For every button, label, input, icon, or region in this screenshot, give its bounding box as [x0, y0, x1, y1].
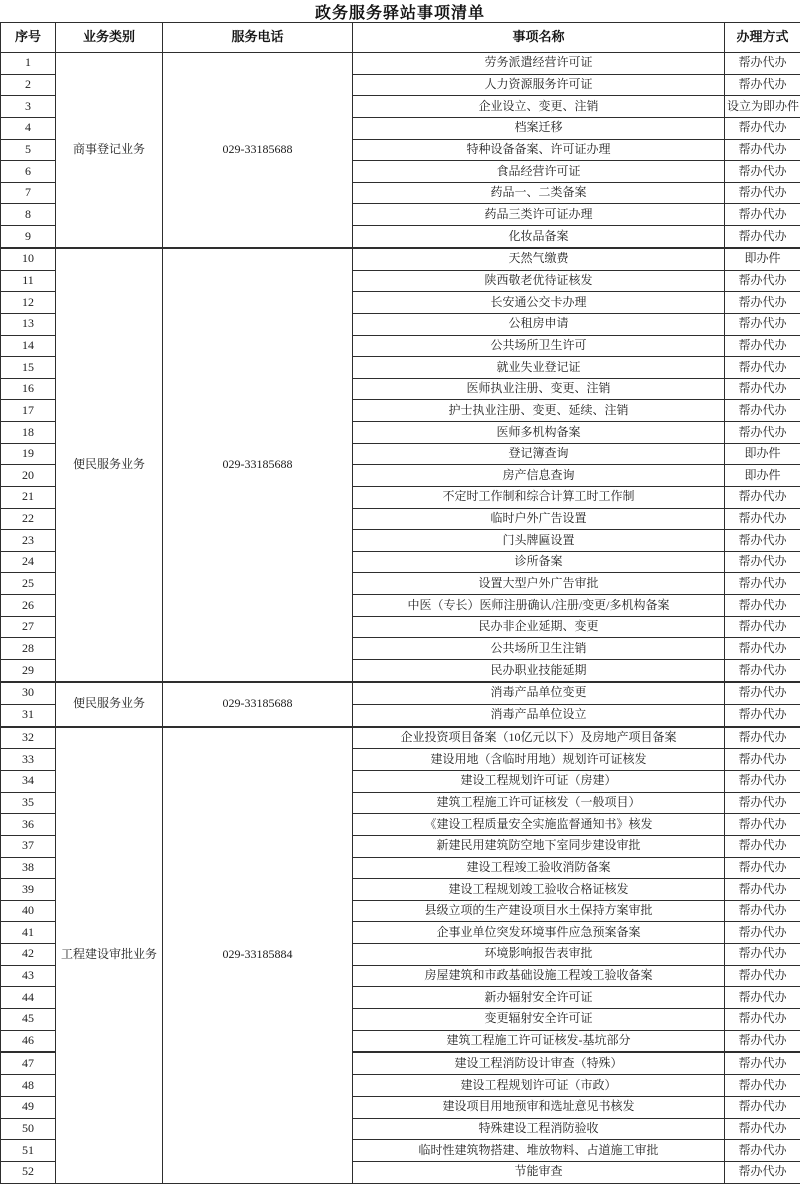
processing-method-cell: 帮办代办	[725, 1052, 800, 1074]
processing-method-cell: 设立为即办件	[725, 96, 800, 118]
header-method: 办理方式	[725, 23, 800, 53]
processing-method-cell: 帮办代办	[725, 226, 800, 248]
item-name-cell: 不定时工作制和综合计算工时工作制	[353, 486, 725, 508]
processing-method-cell: 帮办代办	[725, 1118, 800, 1140]
table-body	[1, 53, 800, 1184]
item-name-cell: 新办辐射安全许可证	[353, 987, 725, 1009]
row-number-cell: 20	[1, 465, 56, 487]
row-number-cell: 30	[1, 682, 56, 704]
row-number-cell: 16	[1, 378, 56, 400]
item-name-cell: 临时性建筑物搭建、堆放物料、占道施工审批	[353, 1140, 725, 1162]
processing-method-cell: 帮办代办	[725, 270, 800, 292]
processing-method-cell: 帮办代办	[725, 682, 800, 704]
item-name-cell: 建设工程竣工验收消防备案	[353, 857, 725, 879]
row-number-cell: 4	[1, 117, 56, 139]
item-name-cell: 档案迁移	[353, 117, 725, 139]
row-number-cell: 28	[1, 638, 56, 660]
row-number-cell: 34	[1, 771, 56, 793]
processing-method-cell: 帮办代办	[725, 857, 800, 879]
row-number-cell: 22	[1, 508, 56, 530]
row-number-cell: 40	[1, 900, 56, 922]
row-number-cell: 9	[1, 226, 56, 248]
table-row	[1, 682, 800, 704]
row-number-cell: 7	[1, 182, 56, 204]
row-number-cell: 51	[1, 1140, 56, 1162]
row-number-cell: 5	[1, 139, 56, 161]
service-phone-cell: 029-33185688	[163, 53, 353, 248]
row-number-cell: 49	[1, 1096, 56, 1118]
processing-method-cell: 帮办代办	[725, 551, 800, 573]
row-number-cell: 38	[1, 857, 56, 879]
row-number-cell: 15	[1, 357, 56, 379]
item-name-cell: 建设工程规划许可证（市政）	[353, 1075, 725, 1097]
processing-method-cell: 帮办代办	[725, 1096, 800, 1118]
row-number-cell: 37	[1, 835, 56, 857]
item-name-cell: 房产信息查询	[353, 465, 725, 487]
processing-method-cell: 帮办代办	[725, 292, 800, 314]
item-name-cell: 设置大型户外广告审批	[353, 573, 725, 595]
processing-method-cell: 帮办代办	[725, 1030, 800, 1052]
business-category-cell: 便民服务业务	[56, 248, 163, 682]
processing-method-cell: 帮办代办	[725, 422, 800, 444]
row-number-cell: 8	[1, 204, 56, 226]
processing-method-cell: 帮办代办	[725, 161, 800, 183]
row-number-cell: 21	[1, 486, 56, 508]
row-number-cell: 14	[1, 335, 56, 357]
row-number-cell: 2	[1, 74, 56, 96]
processing-method-cell: 帮办代办	[725, 922, 800, 944]
row-number-cell: 23	[1, 530, 56, 552]
row-number-cell: 48	[1, 1075, 56, 1097]
item-name-cell: 化妆品备案	[353, 226, 725, 248]
processing-method-cell: 帮办代办	[725, 117, 800, 139]
service-items-table	[0, 22, 800, 1184]
processing-method-cell: 帮办代办	[725, 595, 800, 617]
item-name-cell: 公共场所卫生许可	[353, 335, 725, 357]
item-name-cell: 企业设立、变更、注销	[353, 96, 725, 118]
processing-method-cell: 帮办代办	[725, 486, 800, 508]
row-number-cell: 6	[1, 161, 56, 183]
row-number-cell: 29	[1, 659, 56, 681]
item-name-cell: 中医（专长）医师注册确认/注册/变更/多机构备案	[353, 595, 725, 617]
row-number-cell: 17	[1, 400, 56, 422]
processing-method-cell: 即办件	[725, 248, 800, 270]
processing-method-cell: 帮办代办	[725, 1161, 800, 1183]
item-name-cell: 门头牌匾设置	[353, 530, 725, 552]
processing-method-cell: 帮办代办	[725, 659, 800, 681]
row-number-cell: 12	[1, 292, 56, 314]
item-name-cell: 企业投资项目备案（10亿元以下）及房地产项目备案	[353, 727, 725, 749]
row-number-cell: 31	[1, 704, 56, 726]
item-name-cell: 公共场所卫生注销	[353, 638, 725, 660]
processing-method-cell: 帮办代办	[725, 573, 800, 595]
item-name-cell: 陕西敬老优待证核发	[353, 270, 725, 292]
item-name-cell: 县级立项的生产建设项目水土保持方案审批	[353, 900, 725, 922]
processing-method-cell: 帮办代办	[725, 944, 800, 966]
item-name-cell: 人力资源服务许可证	[353, 74, 725, 96]
header-item: 事项名称	[353, 23, 725, 53]
row-number-cell: 33	[1, 749, 56, 771]
processing-method-cell: 帮办代办	[725, 74, 800, 96]
table-row	[1, 248, 800, 270]
service-phone-cell: 029-33185688	[163, 682, 353, 727]
processing-method-cell: 帮办代办	[725, 1140, 800, 1162]
row-number-cell: 44	[1, 987, 56, 1009]
item-name-cell: 《建设工程质量安全实施监督通知书》核发	[353, 814, 725, 836]
processing-method-cell: 帮办代办	[725, 182, 800, 204]
table-header	[1, 23, 800, 53]
processing-method-cell: 即办件	[725, 465, 800, 487]
row-number-cell: 11	[1, 270, 56, 292]
processing-method-cell: 帮办代办	[725, 704, 800, 726]
processing-method-cell: 帮办代办	[725, 965, 800, 987]
processing-method-cell: 帮办代办	[725, 638, 800, 660]
row-number-cell: 45	[1, 1008, 56, 1030]
row-number-cell: 3	[1, 96, 56, 118]
item-name-cell: 食品经营许可证	[353, 161, 725, 183]
row-number-cell: 10	[1, 248, 56, 270]
item-name-cell: 就业失业登记证	[353, 357, 725, 379]
item-name-cell: 特殊建设工程消防验收	[353, 1118, 725, 1140]
row-number-cell: 36	[1, 814, 56, 836]
item-name-cell: 企事业单位突发环境事件应急预案备案	[353, 922, 725, 944]
item-name-cell: 节能审查	[353, 1161, 725, 1183]
row-number-cell: 1	[1, 53, 56, 75]
processing-method-cell: 帮办代办	[725, 814, 800, 836]
row-number-cell: 19	[1, 443, 56, 465]
item-name-cell: 建设工程规划竣工验收合格证核发	[353, 879, 725, 901]
service-phone-cell: 029-33185884	[163, 727, 353, 1184]
table-row	[1, 727, 800, 749]
processing-method-cell: 帮办代办	[725, 879, 800, 901]
item-name-cell: 新建民用建筑防空地下室同步建设审批	[353, 835, 725, 857]
row-number-cell: 24	[1, 551, 56, 573]
row-number-cell: 47	[1, 1052, 56, 1074]
row-number-cell: 26	[1, 595, 56, 617]
processing-method-cell: 帮办代办	[725, 749, 800, 771]
item-name-cell: 变更辐射安全许可证	[353, 1008, 725, 1030]
processing-method-cell: 即办件	[725, 443, 800, 465]
processing-method-cell: 帮办代办	[725, 400, 800, 422]
row-number-cell: 50	[1, 1118, 56, 1140]
processing-method-cell: 帮办代办	[725, 900, 800, 922]
item-name-cell: 医师多机构备案	[353, 422, 725, 444]
header-no: 序号	[1, 23, 56, 53]
item-name-cell: 登记簿查询	[353, 443, 725, 465]
processing-method-cell: 帮办代办	[725, 139, 800, 161]
processing-method-cell: 帮办代办	[725, 530, 800, 552]
item-name-cell: 长安通公交卡办理	[353, 292, 725, 314]
row-number-cell: 18	[1, 422, 56, 444]
processing-method-cell: 帮办代办	[725, 378, 800, 400]
item-name-cell: 建设工程规划许可证（房建）	[353, 771, 725, 793]
table-row	[1, 53, 800, 75]
item-name-cell: 药品一、二类备案	[353, 182, 725, 204]
item-name-cell: 建筑工程施工许可证核发-基坑部分	[353, 1030, 725, 1052]
row-number-cell: 25	[1, 573, 56, 595]
item-name-cell: 劳务派遣经营许可证	[353, 53, 725, 75]
processing-method-cell: 帮办代办	[725, 357, 800, 379]
row-number-cell: 32	[1, 727, 56, 749]
item-name-cell: 医师执业注册、变更、注销	[353, 378, 725, 400]
item-name-cell: 诊所备案	[353, 551, 725, 573]
service-phone-cell: 029-33185688	[163, 248, 353, 682]
item-name-cell: 护士执业注册、变更、延续、注销	[353, 400, 725, 422]
processing-method-cell: 帮办代办	[725, 792, 800, 814]
item-name-cell: 临时户外广告设置	[353, 508, 725, 530]
processing-method-cell: 帮办代办	[725, 1075, 800, 1097]
item-name-cell: 消毒产品单位设立	[353, 704, 725, 726]
business-category-cell: 商事登记业务	[56, 53, 163, 248]
processing-method-cell: 帮办代办	[725, 1008, 800, 1030]
processing-method-cell: 帮办代办	[725, 771, 800, 793]
processing-method-cell: 帮办代办	[725, 616, 800, 638]
item-name-cell: 特种设备备案、许可证办理	[353, 139, 725, 161]
header-category: 业务类别	[56, 23, 163, 53]
business-category-cell: 工程建设审批业务	[56, 727, 163, 1184]
item-name-cell: 建设工程消防设计审查（特殊）	[353, 1052, 725, 1074]
item-name-cell: 消毒产品单位变更	[353, 682, 725, 704]
business-category-cell: 便民服务业务	[56, 682, 163, 727]
item-name-cell: 房屋建筑和市政基础设施工程竣工验收备案	[353, 965, 725, 987]
header-row	[1, 23, 800, 53]
processing-method-cell: 帮办代办	[725, 508, 800, 530]
row-number-cell: 46	[1, 1030, 56, 1052]
processing-method-cell: 帮办代办	[725, 204, 800, 226]
item-name-cell: 建设用地（含临时用地）规划许可证核发	[353, 749, 725, 771]
row-number-cell: 13	[1, 313, 56, 335]
row-number-cell: 43	[1, 965, 56, 987]
processing-method-cell: 帮办代办	[725, 727, 800, 749]
item-name-cell: 建设项目用地预审和选址意见书核发	[353, 1096, 725, 1118]
row-number-cell: 42	[1, 944, 56, 966]
page-title: 政务服务驿站事项清单	[314, 4, 485, 22]
row-number-cell: 52	[1, 1161, 56, 1183]
item-name-cell: 环境影响报告表审批	[353, 944, 725, 966]
processing-method-cell: 帮办代办	[725, 835, 800, 857]
row-number-cell: 39	[1, 879, 56, 901]
header-phone: 服务电话	[163, 23, 353, 53]
processing-method-cell: 帮办代办	[725, 335, 800, 357]
item-name-cell: 药品三类许可证办理	[353, 204, 725, 226]
item-name-cell: 天然气缴费	[353, 248, 725, 270]
processing-method-cell: 帮办代办	[725, 313, 800, 335]
row-number-cell: 41	[1, 922, 56, 944]
processing-method-cell: 帮办代办	[725, 53, 800, 75]
item-name-cell: 民办非企业延期、变更	[353, 616, 725, 638]
item-name-cell: 公租房申请	[353, 313, 725, 335]
row-number-cell: 27	[1, 616, 56, 638]
item-name-cell: 建筑工程施工许可证核发（一般项目）	[353, 792, 725, 814]
row-number-cell: 35	[1, 792, 56, 814]
item-name-cell: 民办职业技能延期	[353, 659, 725, 681]
processing-method-cell: 帮办代办	[725, 987, 800, 1009]
